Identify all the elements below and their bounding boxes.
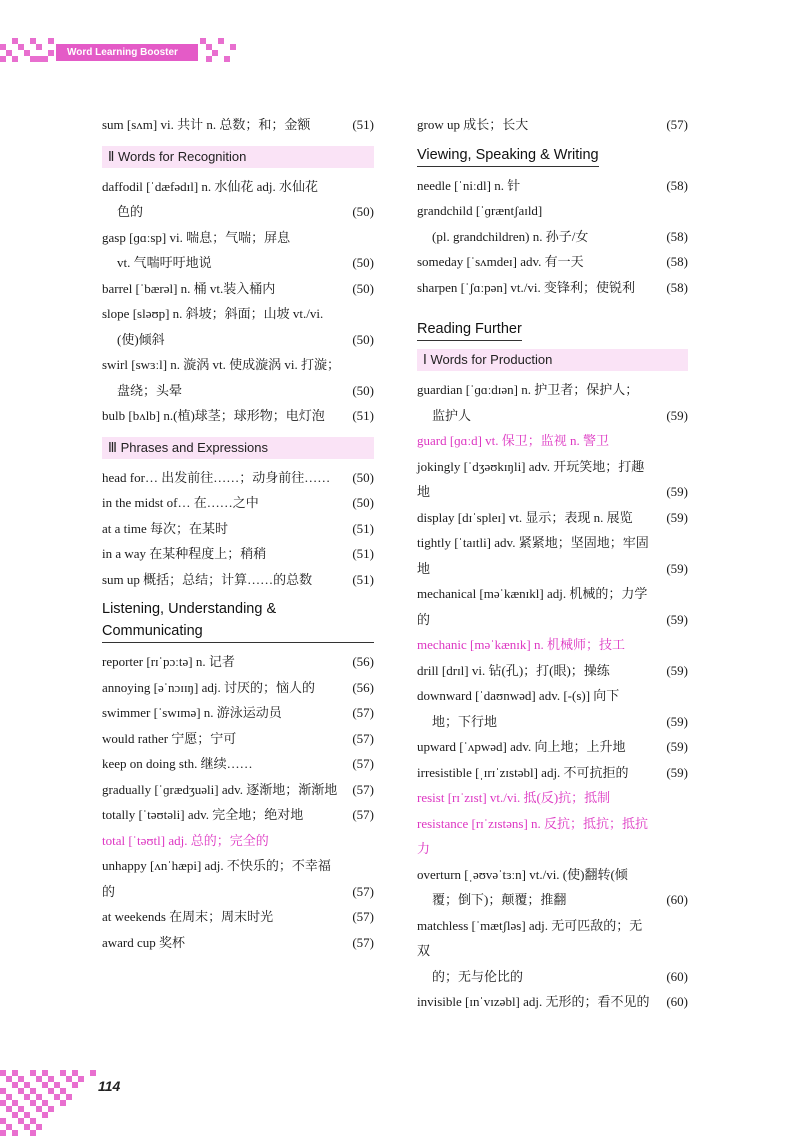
- vocab-entry: [417, 683, 688, 734]
- vocab-entry: [102, 675, 374, 701]
- entry-text: keep on doing sth. 继续……: [102, 756, 253, 771]
- entry-text: gradually [ˈɡrædʒuəli] adv. 逐渐地；渐渐地: [102, 781, 338, 797]
- vocab-entry-highlight: [102, 828, 374, 854]
- entry-text: resistance [rɪˈzɪstəns] n. 反抗；抵抗；抵抗力: [417, 815, 649, 856]
- vocab-entry: [417, 454, 688, 505]
- vocab-entry: [417, 505, 688, 531]
- entry-text: head for… 出发前往……；动身前往……: [102, 469, 331, 485]
- entry-page-ref: (51): [352, 520, 374, 536]
- vocab-entry: [102, 930, 374, 956]
- entry-page-ref: (58): [666, 279, 688, 295]
- section-band: Ⅱ Words for Recognition: [102, 146, 374, 168]
- vocab-entry: [417, 658, 688, 684]
- vocab-entry-highlight: [417, 811, 688, 862]
- vocab-entry-highlight: [417, 632, 688, 658]
- entry-page-ref: (51): [352, 546, 374, 561]
- vocab-entry: [102, 301, 374, 352]
- vocab-entry-highlight: [417, 785, 688, 811]
- entry-text: matchless [ˈmætʃləs] adj. 无可匹敌的；无双: [417, 917, 643, 958]
- entry-text: slope [sləʊp] n. 斜坡；斜面；山坡 vt./vi.: [102, 306, 324, 321]
- entry-continuation: vt. 气喘吁吁地说: [117, 255, 212, 270]
- entry-page-ref: (50): [352, 382, 374, 398]
- entry-text: total [ˈtəʊtl] adj. 总的；完全的: [102, 832, 269, 848]
- vocab-entry: [102, 751, 374, 777]
- entry-page-ref: (58): [666, 228, 688, 244]
- vocab-entry: [102, 802, 374, 828]
- entry-text: at weekends 在周末；周末时光: [102, 909, 274, 924]
- vocab-entry: [417, 198, 688, 249]
- entry-page-ref: (59): [666, 739, 688, 754]
- page-number: 114: [98, 1078, 121, 1094]
- entry-page-ref: (60): [666, 892, 688, 907]
- vocab-entry: [102, 649, 374, 675]
- section-heading: [417, 138, 688, 167]
- entry-text: gasp [ɡɑːsp] vi. 喘息；气喘；屏息: [102, 229, 291, 245]
- entry-text: overturn [ˌəʊvəˈtɜːn] vt./vi. (使)翻转(倾: [417, 866, 628, 882]
- vocab-entry: [102, 853, 374, 904]
- entry-text: jokingly [ˈdʒəʊkɪŋli] adv. 开玩笑地；打趣地: [417, 458, 645, 499]
- section-band: Ⅰ Words for Production: [417, 349, 688, 371]
- entry-page-ref: (57): [352, 807, 374, 822]
- vocab-entry: [102, 465, 374, 491]
- entry-page-ref: (57): [666, 117, 688, 132]
- section-heading-text: Reading Further: [417, 318, 522, 341]
- entry-text: guard [ɡɑːd] vt. 保卫；监视 n. 警卫: [417, 433, 610, 448]
- vocab-entry: [417, 862, 688, 913]
- entry-page-ref: (58): [666, 254, 688, 269]
- vocab-entry: [417, 734, 688, 760]
- vocab-entry-highlight: [417, 428, 688, 454]
- vocab-entry: [102, 174, 374, 225]
- entry-page-ref: (60): [666, 968, 688, 984]
- entry-text: grow up 成长；长大: [417, 117, 529, 132]
- vocab-entry: [417, 275, 688, 301]
- entry-page-ref: (59): [666, 764, 688, 780]
- entry-continuation: 监护人: [432, 407, 472, 423]
- entry-page-ref: (56): [352, 679, 374, 695]
- entry-page-ref: (57): [352, 883, 374, 899]
- entry-text: irresistible [ˌɪrɪˈzɪstəbl] adj. 不可抗拒的: [417, 764, 629, 780]
- entry-page-ref: (51): [352, 408, 374, 423]
- entry-page-ref: (51): [352, 117, 374, 132]
- vocab-entry: [102, 726, 374, 752]
- entry-text: barrel [ˈbærəl] n. 桶 vt.装入桶内: [102, 280, 276, 296]
- entry-text: would rather 宁愿；宁可: [102, 730, 237, 746]
- entry-page-ref: (59): [666, 713, 688, 729]
- entry-page-ref: (56): [352, 654, 374, 669]
- entry-page-ref: (57): [352, 909, 374, 924]
- entry-page-ref: (50): [352, 469, 374, 485]
- entry-text: sum up 概括；总结；计算……的总数: [102, 571, 313, 587]
- entry-text: resist [rɪˈzɪst] vt./vi. 抵(反)抗；抵制: [417, 790, 611, 805]
- vocab-entry: [417, 249, 688, 275]
- vocab-entry: [102, 700, 374, 726]
- entry-page-ref: (50): [352, 255, 374, 270]
- entry-page-ref: (58): [666, 177, 688, 193]
- vocab-entry: [102, 541, 374, 567]
- vocab-entry: [102, 567, 374, 593]
- entry-page-ref: (60): [666, 994, 688, 1009]
- section-heading-text: Listening, Understanding & Communicating: [102, 598, 374, 643]
- entry-text: totally [ˈtəʊtəli] adv. 完全地；绝对地: [102, 807, 304, 822]
- entry-text: sharpen [ˈʃɑːpən] vt./vi. 变锋利；使锐利: [417, 279, 636, 295]
- entry-continuation: 色的: [117, 204, 144, 219]
- entry-text: tightly [ˈtaɪtli] adv. 紧紧地；坚固地；牢固地: [417, 535, 649, 576]
- vocab-entry: [417, 760, 688, 786]
- entry-text: upward [ˈʌpwəd] adv. 向上地；上升地: [417, 739, 626, 754]
- section-heading-text: Viewing, Speaking & Writing: [417, 144, 599, 167]
- entry-text: mechanical [məˈkænɪkl] adj. 机械的；力学的: [417, 586, 648, 627]
- entry-text: bulb [bʌlb] n.(植)球茎；球形物；电灯泡: [102, 408, 325, 423]
- entry-text: in the midst of… 在……之中: [102, 495, 259, 510]
- vocab-entry: [417, 173, 688, 199]
- entry-text: display [dɪˈspleɪ] vt. 显示；表现 n. 展览: [417, 509, 633, 525]
- vocab-entry: [417, 530, 688, 581]
- entry-page-ref: (59): [666, 560, 688, 576]
- header-banner: Word Learning Booster: [56, 44, 198, 61]
- entry-page-ref: (57): [352, 934, 374, 950]
- entry-page-ref: (59): [666, 484, 688, 499]
- entry-text: someday [ˈsʌmdeɪ] adv. 有一天: [417, 254, 584, 269]
- vocab-entry: [102, 904, 374, 930]
- vocab-entry: [417, 989, 688, 1015]
- entry-text: swimmer [ˈswɪmə] n. 游泳运动员: [102, 705, 282, 720]
- entry-continuation: 的；无与伦比的: [432, 968, 524, 984]
- entry-continuation: 地；下行地: [432, 713, 498, 729]
- entry-continuation: 覆；倒下)；颠覆；推翻: [432, 892, 567, 907]
- section-band: Ⅲ Phrases and Expressions: [102, 437, 374, 459]
- vocab-entry: [102, 276, 374, 302]
- entry-text: invisible [ɪnˈvɪzəbl] adj. 无形的；看不见的: [417, 994, 650, 1009]
- entry-continuation: (使)倾斜: [117, 331, 165, 347]
- vocab-entry: [417, 112, 688, 138]
- entry-continuation: (pl. grandchildren) n. 孙子/女: [432, 228, 589, 244]
- entry-text: guardian [ˈɡɑːdɪən] n. 护卫者；保护人；: [417, 382, 639, 397]
- entry-text: at a time 每次；在某时: [102, 520, 229, 536]
- entry-page-ref: (59): [666, 662, 688, 678]
- vocab-entry: [102, 225, 374, 276]
- vocab-entry: [102, 352, 374, 403]
- entry-page-ref: (50): [352, 331, 374, 347]
- vocab-entry: [417, 377, 688, 428]
- vocab-entry: [102, 490, 374, 516]
- entry-page-ref: (59): [666, 611, 688, 627]
- vocab-entry: [102, 403, 374, 429]
- entry-page-ref: (50): [352, 280, 374, 296]
- entry-text: reporter [rɪˈpɔːtə] n. 记者: [102, 654, 235, 669]
- entry-page-ref: (57): [352, 781, 374, 797]
- entry-text: swirl [swɜːl] n. 漩涡 vt. 使成漩涡 vi. 打漩；: [102, 357, 341, 372]
- spacer: [417, 300, 688, 312]
- right-column: [417, 112, 688, 1015]
- entry-text: sum [sʌm] vi. 共计 n. 总数；和；金额: [102, 117, 311, 132]
- vocab-entry: [102, 112, 374, 138]
- entry-page-ref: (50): [352, 204, 374, 219]
- vocab-entry: [102, 516, 374, 542]
- entry-text: mechanic [məˈkænɪk] n. 机械师；技工: [417, 637, 625, 652]
- entry-text: drill [drɪl] vi. 钻(孔)；打(眼)；操练: [417, 662, 610, 678]
- entry-page-ref: (57): [352, 756, 374, 771]
- entry-page-ref: (51): [352, 571, 374, 587]
- section-heading: [102, 592, 374, 643]
- footer-decoration: [0, 1070, 100, 1138]
- entry-page-ref: (50): [352, 495, 374, 510]
- vocab-entry: [417, 913, 688, 990]
- entry-text: in a way 在某种程度上；稍稍: [102, 546, 267, 561]
- entry-text: daffodil [ˈdæfədɪl] n. 水仙花 adj. 水仙花: [102, 178, 319, 194]
- entry-page-ref: (59): [666, 509, 688, 525]
- entry-text: unhappy [ʌnˈhæpi] adj. 不快乐的；不幸福的: [102, 858, 331, 899]
- vocab-entry: [102, 777, 374, 803]
- left-column: [102, 112, 374, 955]
- entry-text: award cup 奖杯: [102, 934, 186, 950]
- entry-text: grandchild [ˈɡræntʃaɪld]: [417, 203, 543, 218]
- entry-page-ref: (59): [666, 407, 688, 423]
- entry-continuation: 盘绕；头晕: [117, 382, 183, 398]
- entry-page-ref: (57): [352, 730, 374, 746]
- entry-text: downward [ˈdaʊnwəd] adv. [-(s)] 向下: [417, 688, 620, 703]
- section-heading: [417, 312, 688, 341]
- entry-text: annoying [əˈnɔɪɪŋ] adj. 讨厌的；恼人的: [102, 679, 315, 695]
- entry-page-ref: (57): [352, 705, 374, 720]
- entry-text: needle [ˈniːdl] n. 针: [417, 177, 521, 193]
- vocab-entry: [417, 581, 688, 632]
